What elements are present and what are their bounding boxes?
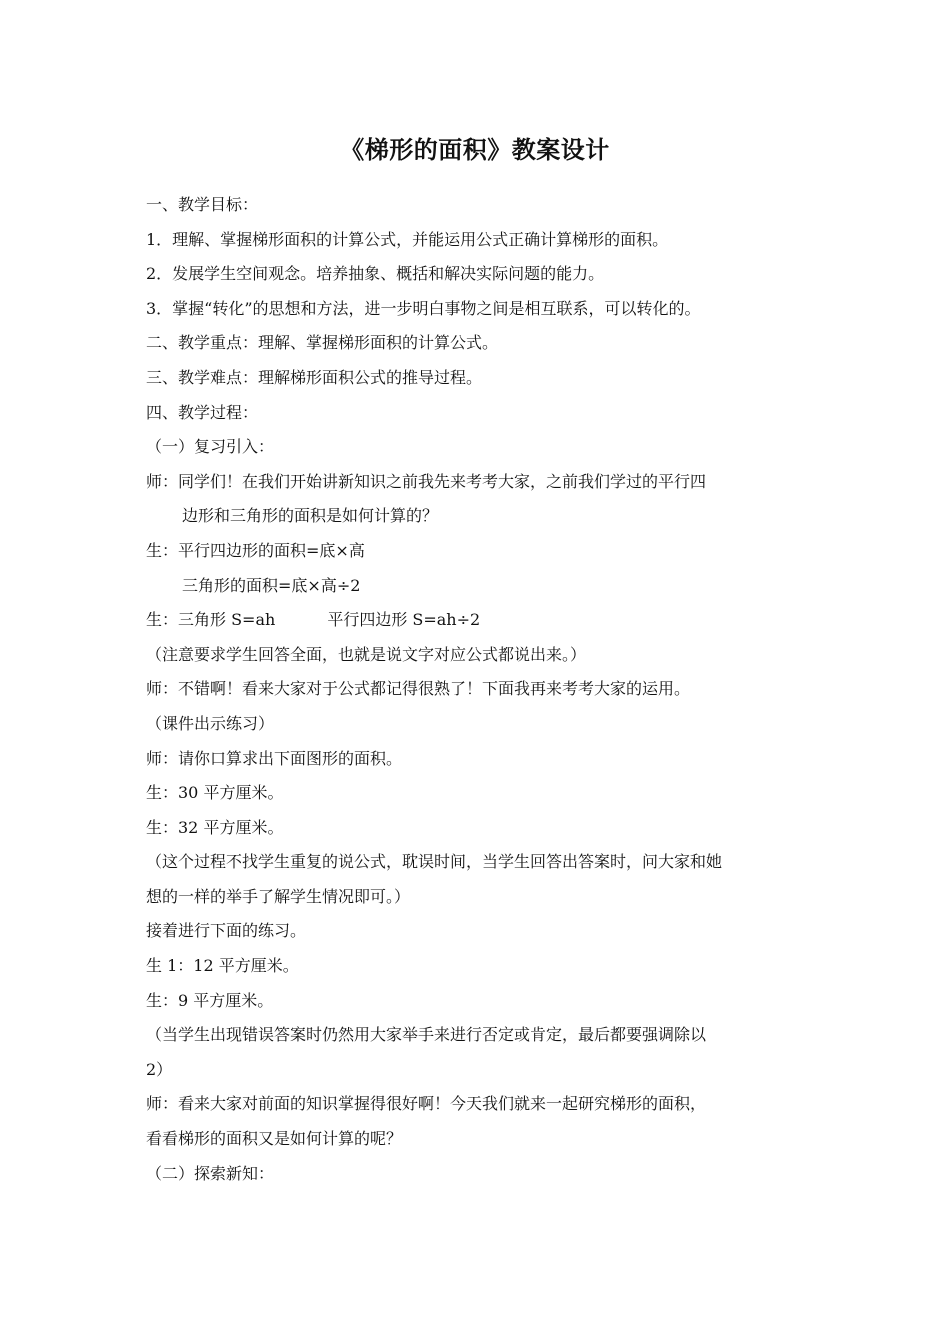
section-heading-key-point: 二、教学重点：理解、掌握梯形面积的计算公式。 xyxy=(146,333,499,353)
paragraph-line: 师：不错啊！看来大家对于公式都记得很熟了！下面我再来考考大家的运用。 xyxy=(146,679,691,699)
paragraph-line: 生：32 平方厘米。 xyxy=(146,817,284,837)
paragraph-line: 看看梯形的面积又是如何计算的呢？ xyxy=(146,1129,403,1149)
goal-item-2: 2．发展学生空间观念。培养抽象、概括和解决实际问题的能力。 xyxy=(146,264,605,284)
paragraph-line: （这个过程不找学生重复的说公式，耽误时间，当学生回答出答案时，问大家和她 xyxy=(146,852,723,872)
section-heading-difficulty: 三、教学难点：理解梯形面积公式的推导过程。 xyxy=(146,367,483,387)
formula-parallelogram: 平行四边形 S=ah÷2 xyxy=(327,610,481,630)
paragraph-line: 生：9 平方厘米。 xyxy=(146,990,274,1010)
paragraph-line: （课件出示练习） xyxy=(146,713,275,733)
document-body xyxy=(146,188,814,1191)
paragraph-line xyxy=(146,603,814,638)
paragraph-line: （当学生出现错误答案时仍然用大家举手来进行否定或肯定，最后都要强调除以 xyxy=(146,1025,707,1045)
paragraph-line: 边形和三角形的面积是如何计算的？ xyxy=(182,506,439,526)
formula-triangle: 生：三角形 S=ah xyxy=(146,610,276,630)
paragraph-line: 接着进行下面的练习。 xyxy=(146,921,307,941)
subsection-heading-explore: （二）探索新知： xyxy=(146,1163,275,1183)
paragraph-line: （注意要求学生回答全面，也就是说文字对应公式都说出来。） xyxy=(146,644,587,664)
document-title: 《梯形的面积》教案设计 xyxy=(340,136,610,164)
paragraph-line: 生 1：12 平方厘米。 xyxy=(146,956,299,976)
goal-item-3: 3．掌握“转化”的思想和方法，进一步明白事物之间是相互联系，可以转化的。 xyxy=(146,298,701,318)
paragraph-line: 生：30 平方厘米。 xyxy=(146,783,284,803)
goal-item-1: 1．理解、掌握梯形面积的计算公式，并能运用公式正确计算梯形的面积。 xyxy=(146,229,669,249)
section-heading-goals: 一、教学目标： xyxy=(146,195,259,214)
paragraph-line: 师：看来大家对前面的知识掌握得很好啊！今天我们就来一起研究梯形的面积， xyxy=(146,1094,707,1114)
paragraph-line: 生：平行四边形的面积=底×高 xyxy=(146,540,365,560)
subsection-heading-review: （一）复习引入： xyxy=(146,437,275,457)
paragraph-line: 想的一样的举手了解学生情况即可。） xyxy=(146,886,411,906)
paragraph-line: 2） xyxy=(146,1059,173,1079)
section-heading-process: 四、教学过程： xyxy=(146,402,259,422)
paragraph-line: 师：请你口算求出下面图形的面积。 xyxy=(146,748,403,768)
paragraph-line: 师：同学们！在我们开始讲新知识之前我先来考考大家，之前我们学过的平行四 xyxy=(146,471,707,491)
paragraph-line: 三角形的面积=底×高÷2 xyxy=(182,575,361,595)
